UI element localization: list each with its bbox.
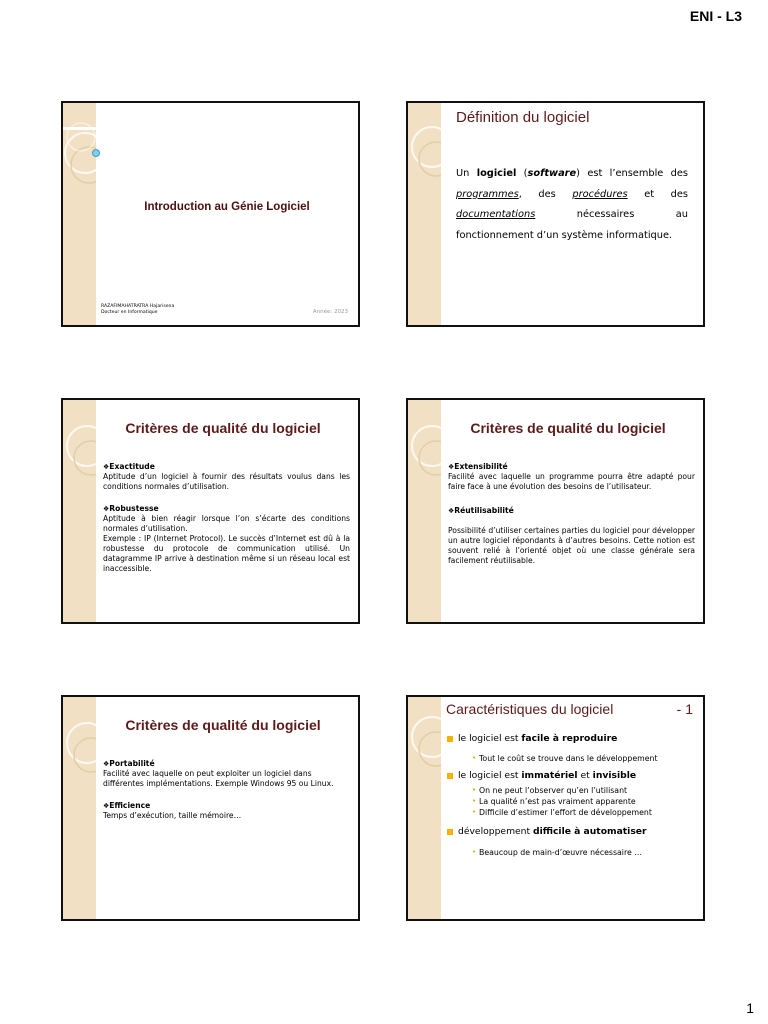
text-run: Un [456,168,477,179]
slide-title: Introduction au Génie Logiciel [144,201,310,213]
swirl-decoration-icon [408,400,441,624]
text-run: ( [516,168,528,179]
text-bold: immatériel [521,770,578,781]
slide-decor-strip [63,697,96,919]
criterion-heading [103,801,350,811]
decor-line [63,127,193,130]
sub-list [446,847,697,858]
slide-decor-strip [408,103,441,325]
slide-6 [406,695,705,921]
slide-title: Définition du logiciel [456,109,590,126]
bullet-item [446,826,697,837]
criterion-heading-text: Portabilité [109,759,155,768]
criterion-text: Aptitude d’un logiciel à fournir des résultats voulus dans les conditions normales d’utilisation. [103,472,350,491]
swirl-decoration-icon [408,103,441,327]
sub-bullet-item: • Beaucoup de main-d’œuvre nécessaire … [446,847,697,858]
diamond-bullet-icon: ❖ [448,507,455,515]
swirl-decoration-icon [63,400,96,624]
text-underlined: programmes [456,188,519,200]
slide-part-number: - 1 [676,701,693,717]
sub-bullet-item: • Difficile d’estimer l’effort de développement [446,807,697,818]
criterion-heading [103,759,350,769]
slide-body [103,462,350,574]
text-run: nécessaires au fonctionnement d’un système informatique. [456,209,688,241]
criterion-heading-text: Efficience [109,801,151,810]
diamond-bullet-icon: ❖ [103,760,110,768]
text-bold-italic: software [527,168,577,179]
slide-title-text: Caractéristiques du logiciel [446,701,614,717]
slide-3 [61,398,360,624]
sub-list [446,753,697,764]
criterion-heading [448,506,695,516]
criterion-heading [448,462,695,472]
decor-dot-icon [92,149,100,157]
text-run: , des [518,188,573,200]
criterion-text: Temps d’exécution, taille mémoire… [103,811,242,820]
slide-year: Année: 2023 [312,309,348,315]
document-header: ENI - L3 [689,8,742,24]
sub-list [446,785,697,818]
criterion-text: Exemple : IP (Internet Protocol). Le succès d’Internet est dû à la robustesse du protocole de communication utilisé. Un datagramme IP arrive à destination même si un réseau local est inaccessible. [103,534,350,573]
text-bold: facile à reproduire [521,733,618,744]
text-run: ) est l’ensemble des [576,168,689,179]
criterion-text: Facilité avec laquelle un programme pourra être adapté pour faire face à une évolution des besoins de l’utilisateur. [448,472,695,491]
criterion-heading-text: Robustesse [109,504,159,513]
criterion-text: Facilité avec laquelle on peut exploiter un logiciel dans différentes implémentations. Exemple Windows 95 ou Linux. [103,769,334,788]
author-role: Docteur en Informatique [101,310,158,315]
bullet-item [446,770,697,781]
criterion-heading [103,504,350,514]
slide-decor-strip [408,400,441,622]
slide-5 [61,695,360,921]
criterion-heading [103,462,350,472]
diamond-bullet-icon: ❖ [103,505,110,513]
slide-4 [406,398,705,624]
diamond-bullet-icon: ❖ [103,802,110,810]
swirl-decoration-icon [63,103,96,327]
author-block [101,304,174,316]
criterion-heading-text: Réutilisabilité [454,506,514,515]
slide-decor-strip [63,103,96,325]
criterion-heading-text: Extensibilité [454,462,508,471]
text-underlined: documentations [456,209,536,220]
slide-title: Critères de qualité du logiciel [125,717,321,733]
page-number: 1 [746,1000,754,1016]
sub-bullet-item: • Tout le coût se trouve dans le développement [446,753,697,764]
slide-decor-strip [63,400,96,622]
diamond-bullet-icon: ❖ [448,463,455,471]
slide-body [448,462,695,566]
criterion-text: Aptitude à bien réagir lorsque l’on s’écarte des conditions normales d’utilisation. [103,514,350,533]
definition-text [456,164,688,246]
text-run: développement [458,826,534,837]
slide-body [103,759,350,821]
slide-title [446,701,693,717]
slide-title: Critères de qualité du logiciel [125,420,321,436]
text-run: et des [627,188,688,200]
criterion-text: Possibilité d’utiliser certaines parties du logiciel pour développer un autre logiciel répondants à d’autres besoins. Cette notion est souvent relié à l’orienté objet où une classe générale sera facilement réutilisable. [448,526,695,565]
text-run: et [577,770,593,781]
diamond-bullet-icon: ❖ [103,463,110,471]
text-bold: difficile à automatiser [533,826,647,837]
author-name: RAZAFIMAHATRATRA Hajarisena [101,304,175,309]
text-underlined: procédures [572,188,628,200]
text-bold: logiciel [476,168,517,179]
text-run: le logiciel est [458,733,522,744]
slide-2 [406,101,705,327]
criterion-heading-text: Exactitude [109,462,155,471]
text-bold: invisible [592,770,637,781]
text-run: le logiciel est [458,770,522,781]
slide-title: Critères de qualité du logiciel [470,420,666,436]
sub-bullet-item: • La qualité n’est pas vraiment apparente [446,796,697,807]
swirl-decoration-icon [408,697,441,921]
slide-decor-strip [408,697,441,919]
slide-body [446,733,697,864]
swirl-decoration-icon [63,697,96,921]
slide-1 [61,101,360,327]
bullet-item [446,733,697,744]
sub-bullet-item: • On ne peut l’observer qu’en l’utilisant [446,785,697,796]
